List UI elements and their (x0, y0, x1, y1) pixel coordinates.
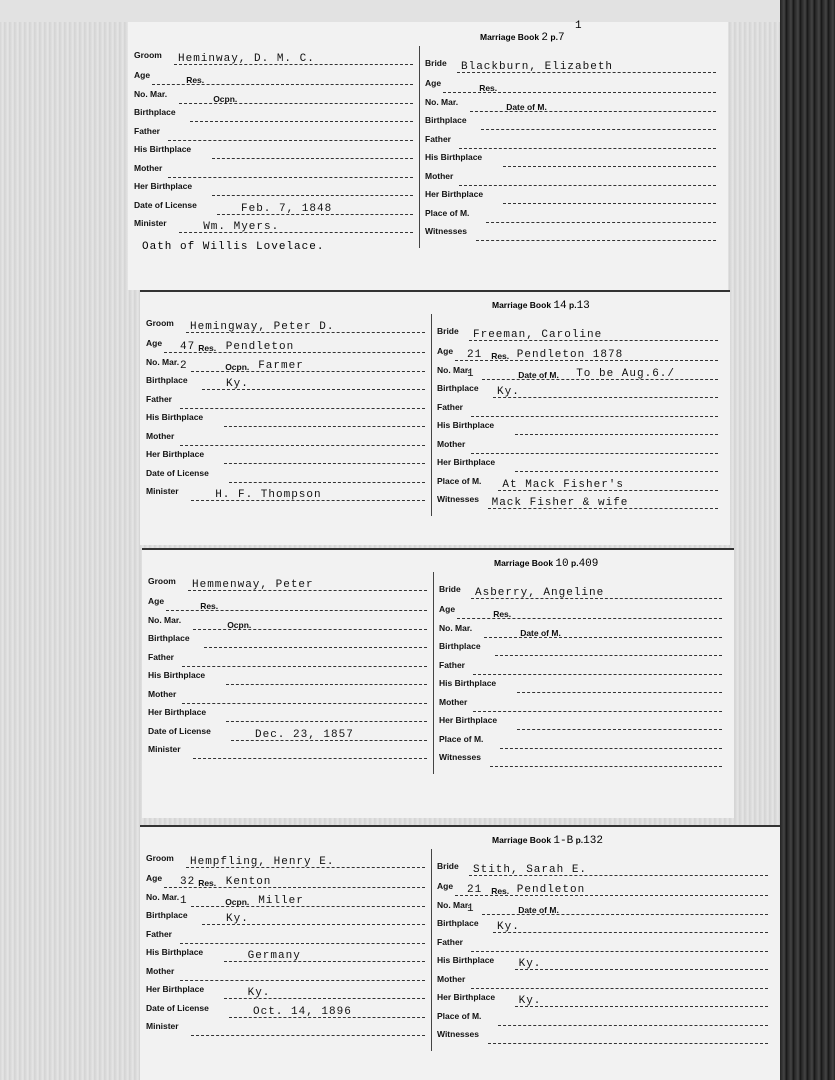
field-label: Her Birthplace (437, 992, 496, 1002)
marriage-record-card (140, 825, 780, 1080)
marriage-page-value: 132 (583, 835, 603, 847)
field-value: Oct. 14, 1896 (253, 1005, 352, 1018)
page-abbr-label: p. (575, 835, 584, 845)
field-label: No. Mar. (437, 364, 471, 375)
field-value: Mack Fisher & wife (491, 497, 629, 509)
scan-dark-edge (780, 0, 835, 1080)
fill-line (168, 177, 413, 178)
field-label: Her Birthplace (425, 189, 484, 199)
fill-line (190, 121, 413, 122)
bride-field-row (437, 494, 718, 512)
groom-field-row (134, 163, 413, 181)
bride-field-row (439, 715, 722, 733)
field-value: Ky. (226, 378, 249, 390)
bride-field-row (437, 346, 718, 364)
field-label: Place of M. (439, 733, 484, 744)
fill-line (515, 969, 768, 970)
fill-line (503, 203, 716, 204)
fill-line (226, 721, 427, 722)
marriage-book-ref (480, 32, 565, 44)
field-label-secondary: Date of M. (520, 627, 561, 638)
groom-field-row (148, 726, 427, 744)
field-label: His Birthplace (425, 152, 483, 162)
fill-line (224, 463, 425, 464)
groom-field-row (146, 431, 425, 449)
bride-field-row (439, 697, 722, 715)
fill-line (517, 729, 722, 730)
fill-line (486, 222, 716, 223)
groom-name-row (146, 853, 425, 871)
bride-field-row (437, 1029, 768, 1047)
field-label-secondary: Res. (200, 601, 219, 611)
field-value-secondary: To be Aug.6./ (576, 367, 676, 380)
record-note: Oath of Willis Lovelace. (142, 240, 325, 253)
fill-line (182, 666, 427, 667)
field-label: Birthplace (134, 107, 176, 117)
field-label: Witnesses (425, 226, 467, 236)
field-label: Bride (425, 58, 447, 68)
fill-line (229, 482, 425, 483)
groom-field-row (146, 947, 425, 965)
bride-field-row (437, 881, 768, 899)
field-label: Age (146, 873, 163, 883)
field-label: Mother (148, 688, 177, 699)
fill-line (493, 397, 718, 398)
bride-field-row (437, 937, 768, 955)
bride-field-row (437, 955, 768, 973)
field-label: Birthplace (437, 918, 479, 928)
bride-name-row (437, 326, 718, 344)
field-label-secondary: Ocpn. (225, 896, 250, 907)
field-label: His Birthplace (146, 412, 204, 422)
fill-line (471, 453, 718, 454)
groom-field-row (146, 468, 425, 486)
fill-line (515, 1006, 768, 1007)
fill-line (471, 951, 768, 952)
marriage-book-label: Marriage Book (494, 558, 554, 568)
fill-line (493, 932, 768, 933)
field-label: No. Mar. (439, 622, 473, 633)
bride-name-row (437, 861, 768, 879)
field-label: No. Mar. (148, 614, 182, 625)
field-label: Birthplace (425, 115, 467, 125)
marriage-page-value: 7 (557, 32, 565, 44)
groom-field-row (134, 181, 413, 199)
field-label: Age (134, 70, 151, 80)
bride-field-row (425, 189, 716, 207)
fill-line (500, 748, 722, 749)
field-value: Wm. Myers. (203, 221, 280, 233)
bride-field-row (437, 383, 718, 401)
fill-line (226, 684, 427, 685)
fill-line (471, 988, 768, 989)
marriage-book-ref (494, 558, 598, 570)
fill-line (224, 426, 425, 427)
field-value: At Mack Fisher's (502, 478, 625, 491)
field-value: Heminway, D. M. C. (178, 53, 315, 65)
page-abbr-label: p. (569, 300, 577, 310)
groom-field-row (146, 412, 425, 430)
field-value: Hemmenway, Peter (192, 579, 314, 591)
field-label-secondary: Res. (479, 83, 498, 93)
field-value: Ky. (247, 987, 271, 999)
record-separator-rule (140, 825, 780, 827)
field-label: Her Birthplace (148, 707, 207, 717)
field-value: H. F. Thompson (215, 489, 322, 501)
marriage-book-label: Marriage Book (480, 32, 540, 42)
bride-field-row (425, 152, 716, 170)
groom-field-row (134, 70, 413, 88)
fill-line (180, 408, 425, 409)
marriage-page-value: 13 (576, 300, 590, 312)
groom-field-row (134, 144, 413, 162)
bride-field-row (425, 115, 716, 133)
field-value: Ky. (226, 913, 249, 925)
field-label: Her Birthplace (134, 181, 193, 191)
marriage-book-ref (492, 835, 603, 847)
field-label: Witnesses (437, 1029, 479, 1039)
bride-field-row (425, 208, 716, 226)
fill-line (476, 240, 716, 241)
field-label: Father (439, 659, 465, 670)
field-value: 21 (467, 349, 483, 361)
groom-field-row (148, 633, 427, 651)
field-value: Dec. 23, 1857 (255, 728, 354, 741)
groom-field-row (146, 486, 425, 504)
field-label: No. Mar. (437, 899, 471, 910)
field-label: Father (146, 928, 172, 939)
bride-field-row (425, 226, 716, 244)
field-value: 2 (180, 359, 188, 372)
field-label: Her Birthplace (146, 449, 205, 459)
field-label: His Birthplace (148, 670, 206, 680)
field-label: Place of M. (437, 1010, 482, 1021)
marriage-book-value: 14 (553, 300, 567, 312)
field-value: 47 (180, 341, 196, 353)
fill-line (503, 166, 716, 167)
field-label: Witnesses (437, 494, 479, 504)
field-value: Ky. (497, 386, 520, 398)
field-label: No. Mar. (146, 356, 180, 367)
field-value-secondary: Kenton (225, 876, 272, 888)
field-label: Groom (146, 853, 174, 863)
bride-field-row (437, 402, 718, 420)
groom-field-row (134, 218, 413, 236)
column-divider (431, 849, 432, 1051)
bride-field-row (439, 641, 722, 659)
marriage-record-card (140, 290, 730, 545)
groom-field-row (146, 910, 425, 928)
groom-field-row (146, 984, 425, 1002)
groom-field-row (146, 873, 425, 891)
field-label: Date of License (148, 725, 211, 736)
field-value: Ky. (518, 995, 542, 1007)
field-label: His Birthplace (134, 144, 192, 154)
fill-line (515, 434, 718, 435)
bride-field-row (425, 171, 716, 189)
marriage-page-value: 409 (578, 558, 599, 570)
field-label: His Birthplace (146, 947, 204, 957)
bride-field-row (439, 752, 722, 770)
page-abbr-label: p. (571, 558, 579, 568)
field-label: Groom (146, 318, 174, 328)
field-value: Hempfling, Henry E. (190, 856, 335, 868)
field-label: No. Mar. (146, 891, 180, 902)
field-label: Groom (148, 576, 176, 586)
bride-field-row (439, 734, 722, 752)
bride-field-row (437, 900, 768, 918)
fill-line (488, 1043, 768, 1044)
fill-line (168, 140, 413, 141)
bride-field-row (439, 678, 722, 696)
field-value: Germany (247, 950, 301, 962)
field-label: Birthplace (146, 375, 188, 385)
groom-field-row (146, 892, 425, 910)
bride-field-row (437, 918, 768, 936)
bride-name-row (425, 58, 716, 76)
groom-field-row (134, 126, 413, 144)
field-value: 1 (467, 902, 475, 915)
bride-field-row (425, 134, 716, 152)
record-separator-rule (140, 290, 730, 292)
fill-line (515, 471, 718, 472)
field-label-secondary: Res. (493, 609, 512, 619)
field-label: Age (425, 78, 442, 88)
field-value: Blackburn, Elizabeth (461, 61, 614, 73)
field-label: Mother (146, 430, 175, 441)
groom-field-row (146, 929, 425, 947)
field-value: Asberry, Angeline (475, 587, 605, 599)
marriage-book-label: Marriage Book (492, 835, 552, 845)
field-value-secondary: Pendleton 1878 (516, 349, 624, 361)
field-label: Father (134, 125, 160, 136)
field-label: Bride (437, 326, 459, 336)
field-label: Minister (134, 218, 167, 228)
fill-line (180, 980, 425, 981)
bride-field-row (439, 660, 722, 678)
bride-field-row (437, 365, 718, 383)
field-label: Groom (134, 50, 162, 60)
fill-line (182, 703, 427, 704)
fill-line (517, 692, 722, 693)
field-label-secondary: Res. (198, 343, 217, 353)
field-value: Hemingway, Peter D. (190, 321, 335, 333)
groom-field-row (148, 615, 427, 633)
groom-name-row (134, 50, 413, 68)
groom-field-row (146, 338, 425, 356)
fill-line (180, 943, 425, 944)
field-label: Date of License (146, 1002, 209, 1013)
column-divider (433, 572, 434, 774)
groom-field-row (134, 89, 413, 107)
field-value: 21 (467, 884, 483, 896)
field-label: Mother (134, 162, 163, 173)
fill-line (204, 647, 427, 648)
fill-line (212, 195, 413, 196)
field-label: His Birthplace (437, 420, 495, 430)
field-label-secondary: Ocpn. (213, 93, 238, 104)
field-label: Age (437, 881, 454, 891)
field-label: Mother (425, 170, 454, 181)
field-label: Minister (146, 486, 179, 496)
field-label: Mother (437, 438, 466, 449)
field-value-secondary: Pendleton (225, 341, 295, 353)
groom-field-row (146, 394, 425, 412)
field-label: Father (146, 393, 172, 404)
bride-field-row (437, 420, 718, 438)
field-label: No. Mar. (134, 88, 168, 99)
field-label: Mother (437, 973, 466, 984)
marriage-record-card (142, 548, 734, 818)
groom-field-row (134, 107, 413, 125)
fill-line (191, 1035, 425, 1036)
fill-line (498, 1025, 768, 1026)
groom-field-row (148, 652, 427, 670)
field-label: Father (148, 651, 174, 662)
field-label: Father (437, 936, 463, 947)
groom-name-row (148, 576, 427, 594)
field-value-secondary: Miller (258, 894, 304, 907)
bride-field-row (425, 97, 716, 115)
field-value: Ky. (518, 958, 542, 970)
fill-line (473, 674, 722, 675)
field-label: Date of License (134, 199, 197, 210)
field-value-secondary: Farmer (258, 359, 304, 372)
field-label: Minister (148, 744, 181, 754)
groom-field-row (148, 596, 427, 614)
field-label-secondary: Date of M. (518, 904, 559, 915)
groom-field-row (146, 966, 425, 984)
groom-field-row (146, 357, 425, 375)
field-label-secondary: Res. (491, 886, 510, 896)
groom-field-row (134, 200, 413, 218)
groom-field-row (146, 1021, 425, 1039)
marriage-book-value: 1-B (553, 835, 574, 847)
field-value: Stith, Sarah E. (473, 864, 588, 876)
fill-line (490, 766, 722, 767)
field-label: Her Birthplace (146, 984, 205, 994)
field-label: His Birthplace (439, 678, 497, 688)
field-value: Freeman, Caroline (473, 329, 603, 341)
field-label-secondary: Ocpn. (225, 361, 250, 372)
bride-field-row (439, 604, 722, 622)
field-label: Place of M. (425, 207, 470, 218)
fill-line (481, 129, 716, 130)
field-label: Birthplace (437, 383, 479, 393)
bride-field-row (425, 78, 716, 96)
field-label: Age (439, 604, 456, 614)
groom-field-row (146, 375, 425, 393)
field-label-secondary: Res. (186, 75, 205, 85)
field-label: Age (146, 338, 163, 348)
fill-line (471, 416, 718, 417)
bride-field-row (437, 1011, 768, 1029)
field-value: Ky. (497, 921, 520, 933)
field-label: Bride (437, 861, 459, 871)
field-label: Mother (439, 696, 468, 707)
field-label: Date of License (146, 467, 209, 478)
groom-field-row (148, 707, 427, 725)
bride-field-row (437, 476, 718, 494)
marriage-book-label: Marriage Book (492, 300, 552, 310)
field-label: Mother (146, 965, 175, 976)
fill-line (459, 185, 716, 186)
field-label: Her Birthplace (437, 457, 496, 467)
field-label: Bride (439, 584, 461, 594)
groom-field-row (148, 744, 427, 762)
field-label: Birthplace (148, 633, 190, 643)
field-label: Witnesses (439, 752, 481, 762)
field-label: Age (148, 596, 165, 606)
field-label-secondary: Date of M. (518, 369, 559, 380)
column-divider (431, 314, 432, 516)
fill-line (212, 158, 413, 159)
book-prefix: 1 (575, 20, 583, 32)
field-label: Place of M. (437, 475, 482, 486)
groom-name-row (146, 318, 425, 336)
bride-field-row (437, 974, 768, 992)
groom-field-row (148, 670, 427, 688)
field-label: No. Mar. (425, 96, 459, 107)
groom-field-row (146, 449, 425, 467)
marriage-book-value: 2 (541, 32, 549, 44)
field-label-secondary: Res. (198, 878, 217, 888)
groom-field-row (148, 689, 427, 707)
scan-top-edge (0, 0, 780, 22)
field-label: Age (437, 346, 454, 356)
marriage-book-ref (492, 300, 590, 312)
field-label: Father (425, 133, 451, 144)
fill-line (193, 758, 427, 759)
fill-line (180, 445, 425, 446)
field-label-secondary: Ocpn. (227, 619, 252, 630)
column-divider (419, 46, 420, 248)
field-label-secondary: Date of M. (506, 101, 547, 112)
bride-field-row (437, 439, 718, 457)
marriage-record-card (128, 22, 728, 290)
field-label-secondary: Res. (491, 351, 510, 361)
field-label: His Birthplace (437, 955, 495, 965)
field-value: 1 (180, 894, 188, 907)
bride-name-row (439, 584, 722, 602)
bride-field-row (439, 623, 722, 641)
field-label: Birthplace (146, 910, 188, 920)
field-label: Birthplace (439, 641, 481, 651)
record-separator-rule (142, 548, 734, 550)
field-label: Minister (146, 1021, 179, 1031)
field-value: 32 (180, 876, 196, 888)
fill-line (473, 711, 722, 712)
bride-field-row (437, 992, 768, 1010)
field-label: Her Birthplace (439, 715, 498, 725)
field-value-secondary: Pendleton (516, 884, 586, 896)
bride-field-row (437, 457, 718, 475)
groom-field-row (146, 1003, 425, 1021)
fill-line (459, 148, 716, 149)
fill-line (495, 655, 722, 656)
field-value: Feb. 7, 1848 (241, 202, 333, 215)
field-value: 1 (467, 367, 475, 380)
field-label: Father (437, 401, 463, 412)
page-abbr-label: p. (550, 32, 558, 42)
marriage-book-value: 10 (555, 558, 569, 570)
